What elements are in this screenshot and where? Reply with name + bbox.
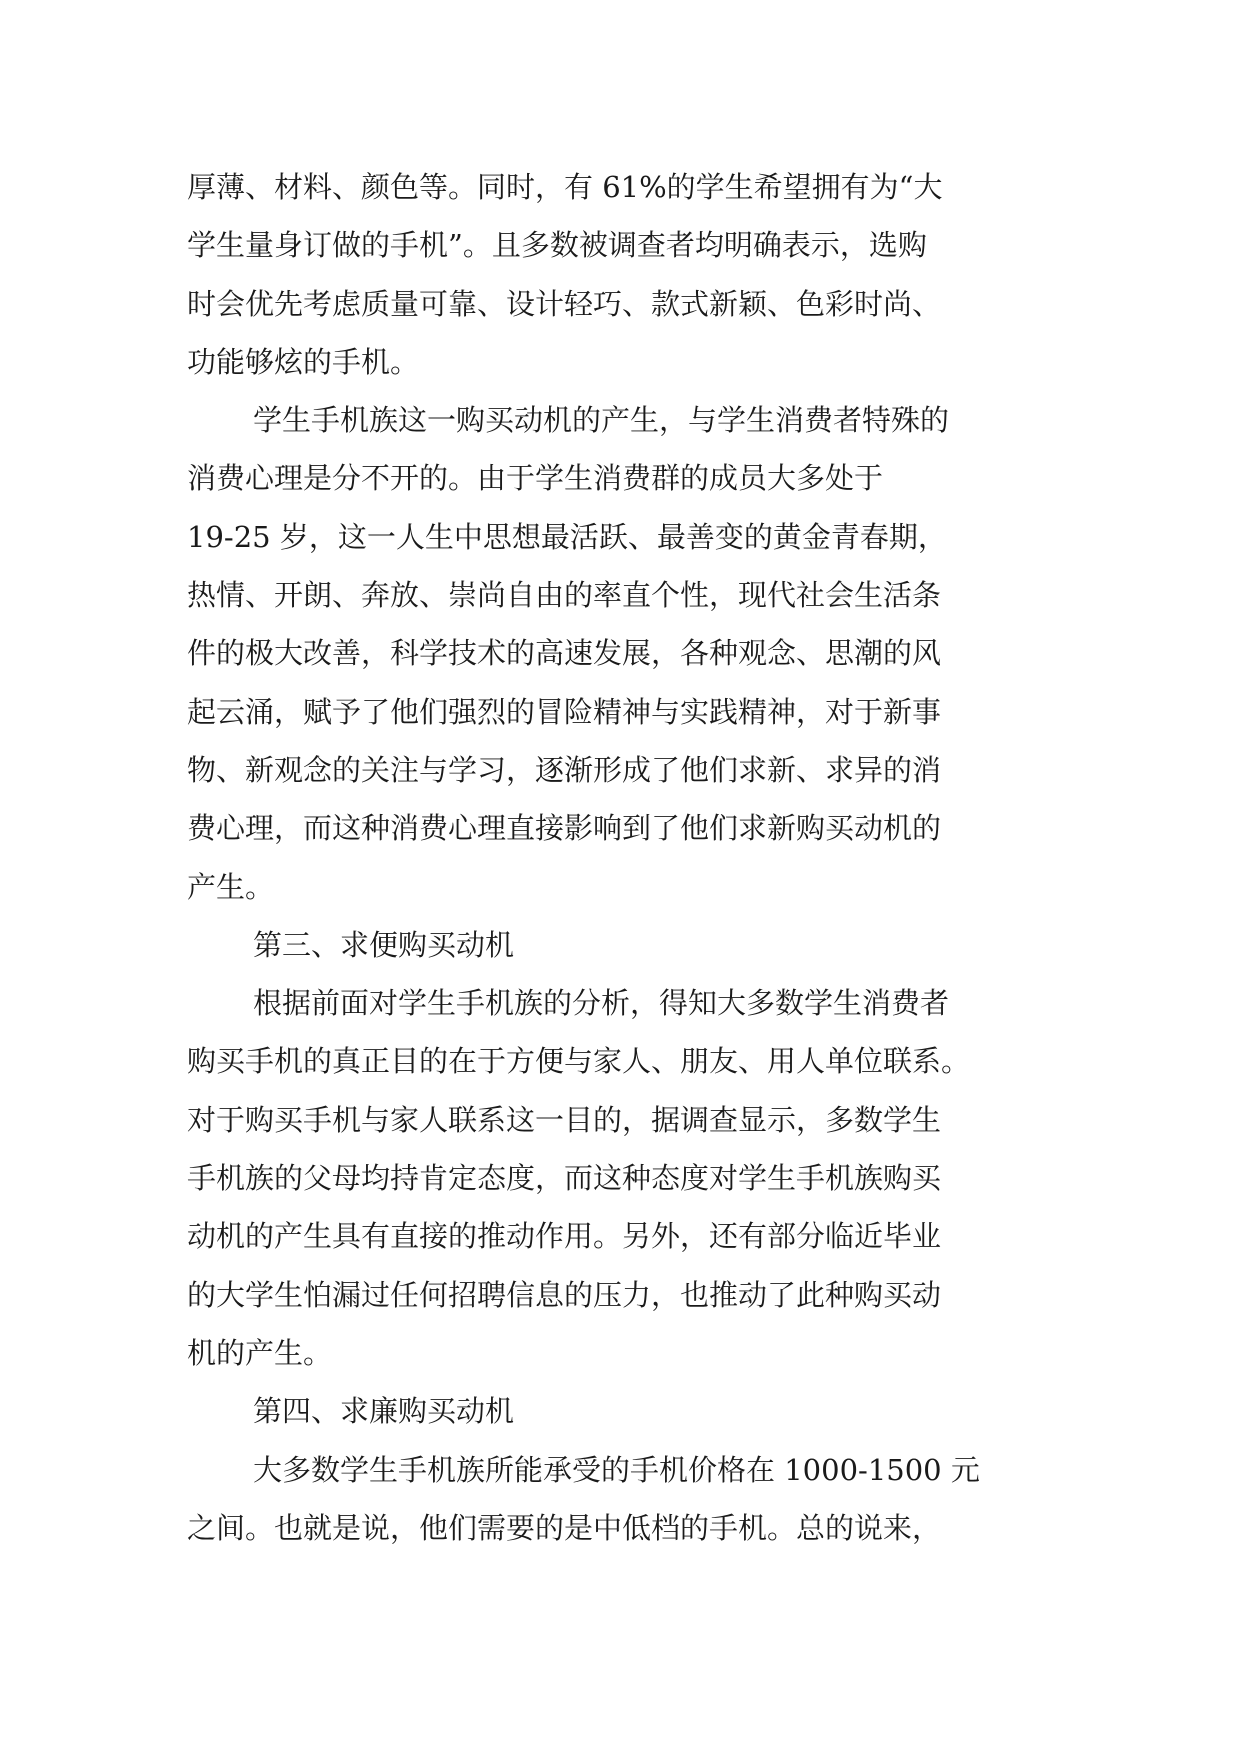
text-line: 件的极大改善，科学技术的高速发展，各种观念、思潮的风 — [187, 636, 942, 671]
text-line: 购买手机的真正目的在于方便与家人、朋友、用人单位联系。 — [187, 1044, 971, 1079]
text-line: 之间。也就是说，他们需要的是中低档的手机。总的说来， — [187, 1510, 942, 1545]
body-text — [187, 158, 1047, 1557]
text-line: 起云涌，赋予了他们强烈的冒险精神与实践精神，对于新事 — [187, 694, 942, 729]
text-line: 功能够炫的手机。 — [187, 344, 420, 379]
text-line: 的大学生怕漏过任何招聘信息的压力，也推动了此种购买动 — [187, 1277, 942, 1312]
text-line: 学生量身订做的手机”。且多数被调查者均明确表示，选购 — [187, 228, 927, 263]
text-line: 消费心理是分不开的。由于学生消费群的成员大多处于 — [187, 461, 884, 496]
paragraph-start-line: 根据前面对学生手机族的分析，得知大多数学生消费者 — [253, 986, 950, 1021]
text-line: 19-25 岁，这一人生中思想最活跃、最善变的黄金青春期， — [187, 519, 947, 554]
text-line: 物、新观念的关注与学习，逐渐形成了他们求新、求异的消 — [187, 752, 942, 787]
text-line: 厚薄、材料、颜色等。同时，有 61%的学生希望拥有为“大 — [187, 170, 943, 204]
text-line: 机的产生。 — [187, 1335, 333, 1370]
section-heading: 第三、求便购买动机 — [253, 927, 515, 962]
text-line: 费心理，而这种消费心理直接影响到了他们求新购买动机的 — [187, 811, 942, 846]
text-line: 对于购买手机与家人联系这一目的，据调查显示，多数学生 — [187, 1102, 942, 1137]
text-line: 时会优先考虑质量可靠、设计轻巧、款式新颖、色彩时尚、 — [187, 286, 942, 321]
paragraph-start-line: 大多数学生手机族所能承受的手机价格在 1000-1500 元 — [253, 1452, 980, 1487]
paragraph-start-line: 学生手机族这一购买动机的产生，与学生消费者特殊的 — [253, 403, 950, 438]
text-line: 产生。 — [187, 869, 275, 904]
section-heading: 第四、求廉购买动机 — [253, 1394, 515, 1429]
text-line: 热情、开朗、奔放、崇尚自由的率直个性，现代社会生活条 — [187, 578, 942, 613]
text-line: 动机的产生具有直接的推动作用。另外，还有部分临近毕业 — [187, 1219, 942, 1254]
text-line: 手机族的父母均持肯定态度，而这种态度对学生手机族购买 — [187, 1161, 942, 1196]
